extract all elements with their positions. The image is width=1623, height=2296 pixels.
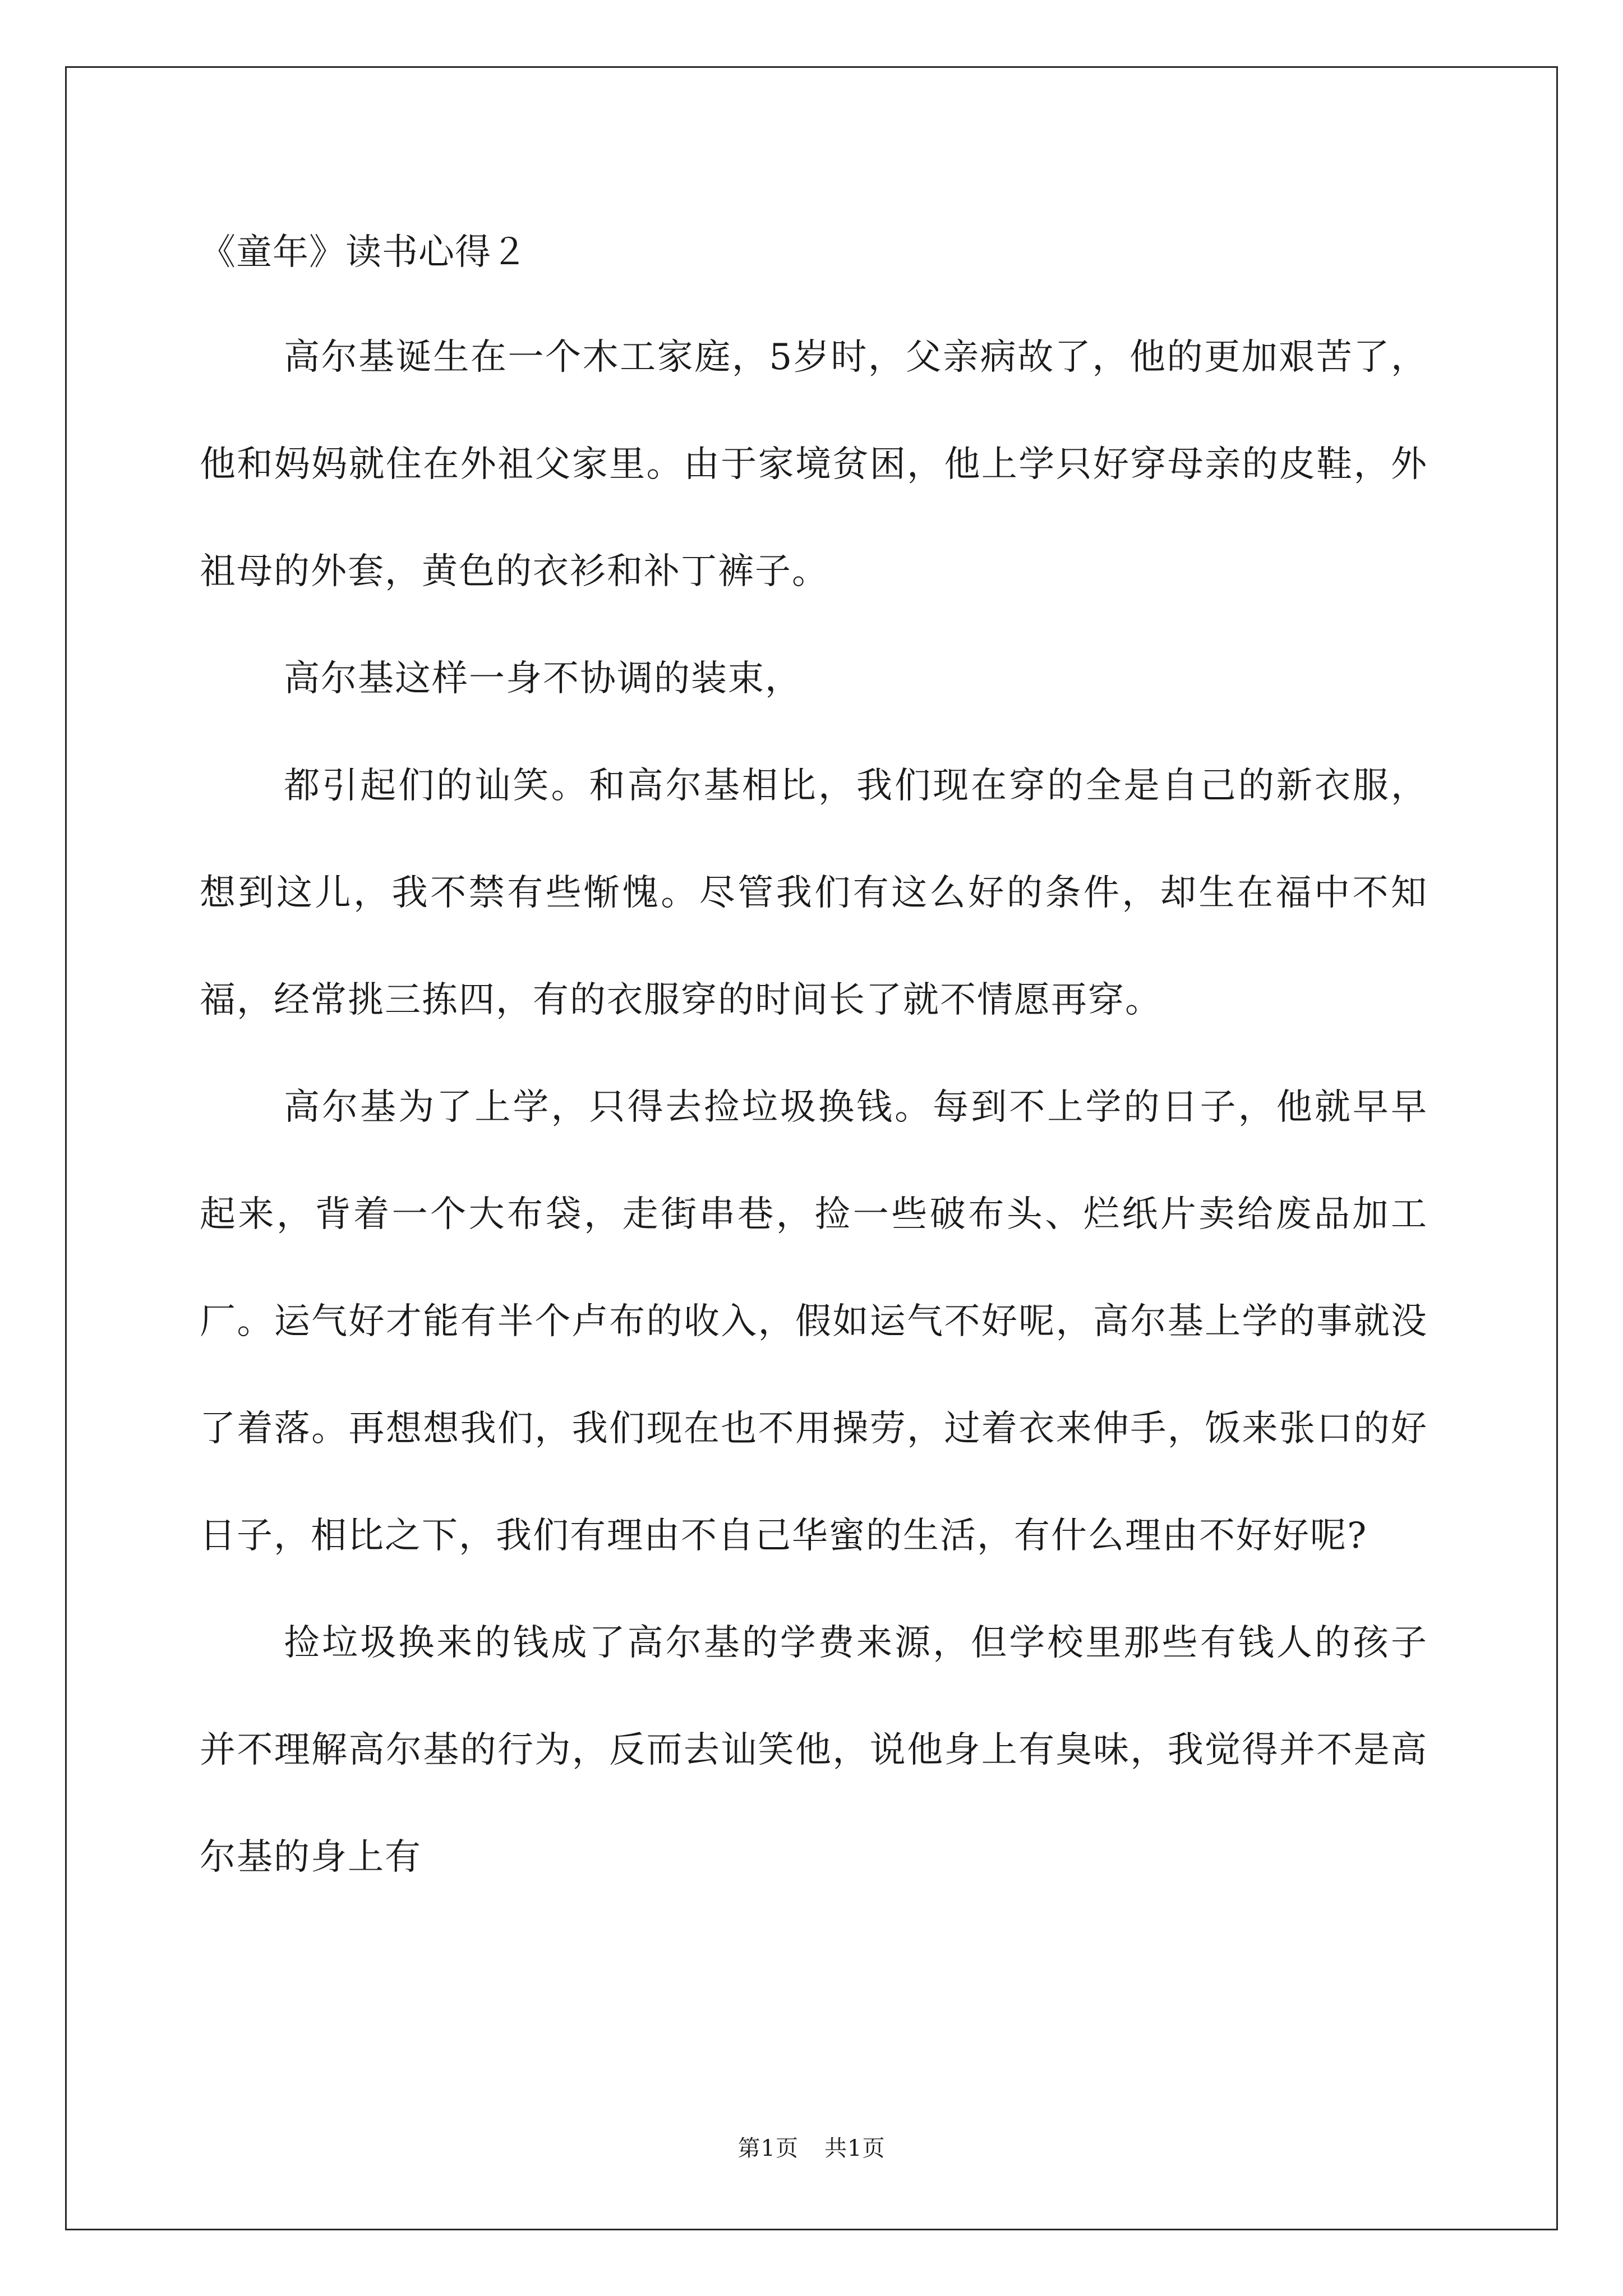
page-total: 共1页 xyxy=(824,2136,886,2161)
paragraph-2: 高尔基这样一身不协调的装束， xyxy=(284,658,802,700)
paragraph-5: 捡垃圾换来的钱成了高尔基的学费来源，但学校里那些有钱人的孩子并不理解高尔基的行为，反而去讪笑他，说他身上有臭味，我觉得并不是高尔基的身上有 xyxy=(200,1622,1428,1878)
paragraph-4: 高尔基为了上学，只得去捡垃圾换钱。每到不上学的日子，他就早早起来，背着一个大布袋，走街串巷，捡一些破布头、烂纸片卖给废品加工厂。运气好才能有半个卢布的收入，假如运气不好呢，高尔基上学的事就没了着落。再想想我们，我们现在也不用操劳，过着衣来伸手，饭来张口的好日子，相比之下，我们有理由不自己华蜜的生活，有什么理由不好好呢? xyxy=(200,1087,1428,1557)
document-body xyxy=(200,213,1428,1911)
paragraph-3: 都引起们的讪笑。和高尔基相比，我们现在穿的全是自己的新衣服，想到这儿，我不禁有些惭愧。尽管我们有这么好的条件，却生在福中不知福，经常挑三拣四，有的衣服穿的时间长了就不情愿再穿。 xyxy=(200,765,1428,1021)
page-footer xyxy=(0,2132,1623,2165)
page-number: 第1页 xyxy=(737,2136,799,2161)
document-title: 《童年》读书心得２ xyxy=(200,232,528,273)
paragraph-1: 高尔基诞生在一个木工家庭，5岁时，父亲病故了，他的更加艰苦了，他和妈妈就住在外祖父家里。由于家境贫困，他上学只好穿母亲的皮鞋，外祖母的外套，黄色的衣衫和补丁裤子。 xyxy=(200,337,1428,592)
